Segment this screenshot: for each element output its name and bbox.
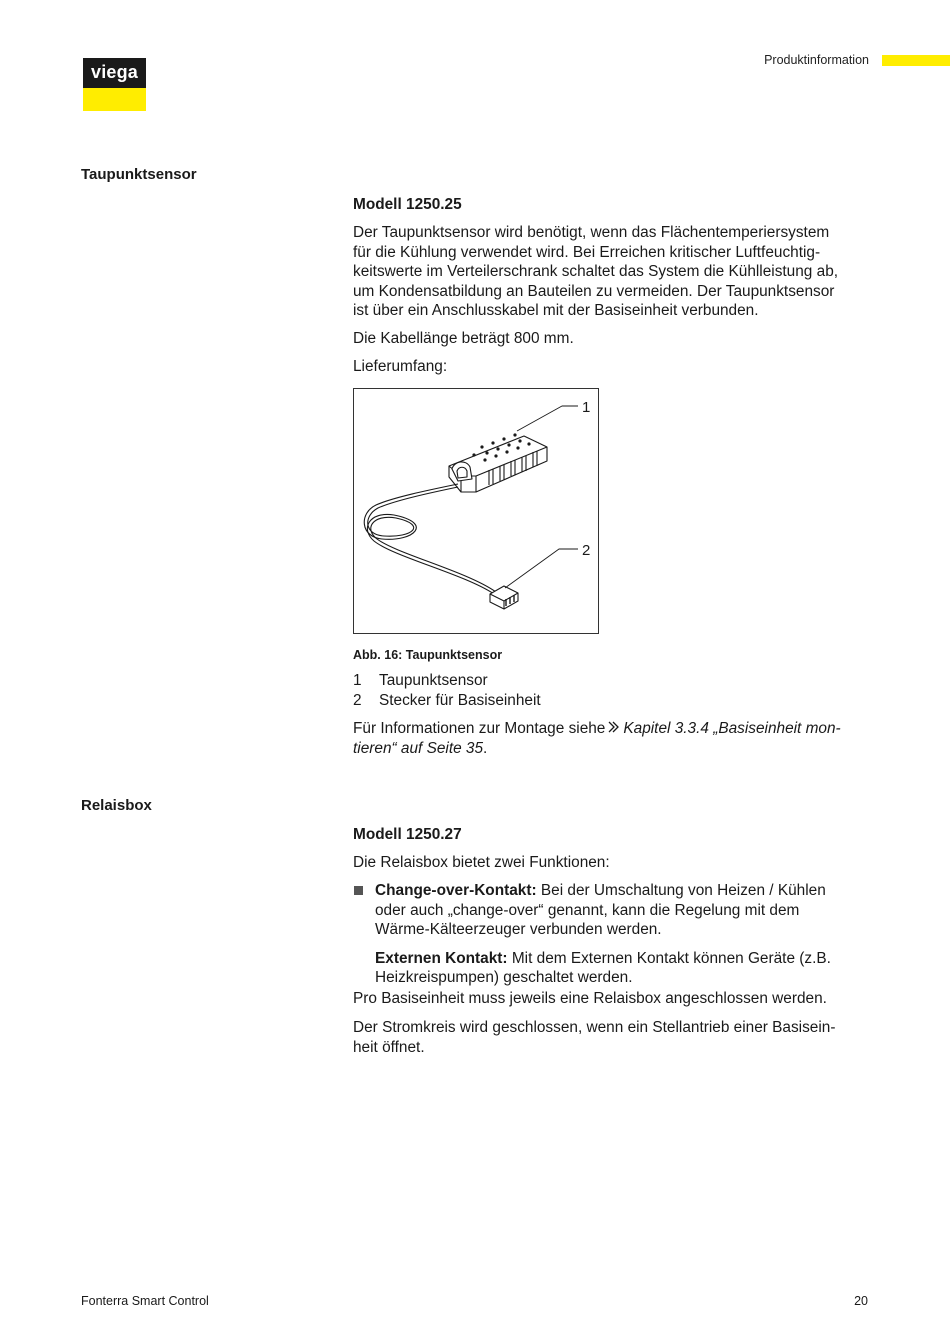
taupunkt-model — [353, 195, 868, 215]
model-number: Modell 1250.25 — [353, 196, 462, 213]
legend-text: Stecker für Basiseinheit — [379, 691, 541, 709]
callout-1: 1 — [582, 399, 591, 416]
relais-functions-list — [353, 881, 868, 988]
paragraph-text: Der Stromkreis wird geschlossen, wenn ein Stellantrieb einer Basisein- — [353, 1019, 836, 1036]
page-number: 20 — [854, 1294, 868, 1308]
heading-taupunktsensor: Taupunktsensor — [81, 166, 197, 183]
relais-model — [353, 825, 868, 845]
legend-item — [353, 691, 541, 711]
description-line: ist über ein Anschlusskabel mit der Basiseinheit verbunden. — [353, 302, 759, 319]
cable-length-text: Die Kabellänge beträgt 800 mm. — [353, 330, 574, 347]
term-externer-kontakt: Externen Kontakt: — [375, 949, 508, 967]
figure-legend — [353, 671, 541, 710]
chapter-link-continued[interactable]: tieren“ auf Seite 35 — [353, 739, 484, 757]
description-line: um Kondensatbildung an Bauteilen zu vermeiden. Der Taupunktsensor — [353, 282, 835, 300]
term-description: oder auch „change-over“ genannt, kann die Regelung mit dem — [375, 901, 800, 919]
relais-pro-basiseinheit — [353, 989, 868, 1009]
figure-taupunktsensor — [353, 388, 599, 634]
paragraph-text: heit öffnet. — [353, 1038, 425, 1056]
legend-number: 1 — [353, 672, 362, 689]
section-label: Produktinformation — [764, 53, 869, 67]
montage-reference — [353, 719, 868, 758]
taupunkt-description — [353, 223, 868, 321]
figure-caption: Abb. 16: Taupunktsensor — [353, 648, 503, 662]
callout-2: 2 — [582, 542, 591, 559]
legend-item — [353, 671, 541, 691]
term-change-over: Change-over-Kontakt: — [375, 882, 537, 899]
header-yellow-bar — [882, 55, 950, 66]
term-description: Mit dem Externen Kontakt können Geräte (z.B. — [507, 949, 831, 967]
footer-title: Fonterra Smart Control — [81, 1294, 209, 1308]
description-line: für die Kühlung verwendet wird. Bei Erreichen kritischer Luftfeuchtig- — [353, 243, 821, 261]
chapter-link[interactable]: Kapitel 3.3.4 „Basiseinheit mon- — [623, 720, 841, 737]
reference-arrow-icon — [607, 720, 621, 734]
scope-label-text: Lieferumfang: — [353, 358, 448, 375]
legend-text: Taupunktsensor — [379, 672, 488, 689]
viega-logo — [83, 58, 146, 111]
reference-suffix: . — [483, 739, 488, 757]
heading-relaisbox: Relaisbox — [81, 797, 152, 814]
description-line: keitswerte im Verteilerschrank schaltet das System die Kühlleistung ab, — [353, 263, 839, 280]
description-line: Der Taupunktsensor wird benötigt, wenn das Flächentemperiersystem — [353, 224, 830, 241]
relais-stromkreis — [353, 1018, 868, 1057]
intro-text: Die Relaisbox bietet zwei Funktionen: — [353, 854, 610, 871]
bullet-square-icon — [354, 886, 363, 895]
reference-prefix: Für Informationen zur Montage siehe — [353, 720, 606, 737]
relais-intro — [353, 853, 868, 873]
term-description: Wärme-Kälteerzeuger verbunden werden. — [375, 921, 662, 938]
legend-number: 2 — [353, 691, 362, 709]
term-description: Heizkreispumpen) geschaltet werden. — [375, 969, 633, 986]
paragraph-text: Pro Basiseinheit muss jeweils eine Relaisbox angeschlossen werden. — [353, 990, 827, 1007]
scope-label — [353, 357, 868, 377]
list-item — [353, 881, 868, 988]
sensor-illustration — [354, 389, 598, 633]
logo-text: viega — [90, 62, 139, 82]
logo-black-block — [83, 58, 146, 88]
model-number: Modell 1250.27 — [353, 826, 462, 843]
term-description: Bei der Umschaltung von Heizen / Kühlen — [536, 882, 826, 899]
logo-yellow-block — [83, 88, 146, 111]
cable-length — [353, 329, 868, 349]
